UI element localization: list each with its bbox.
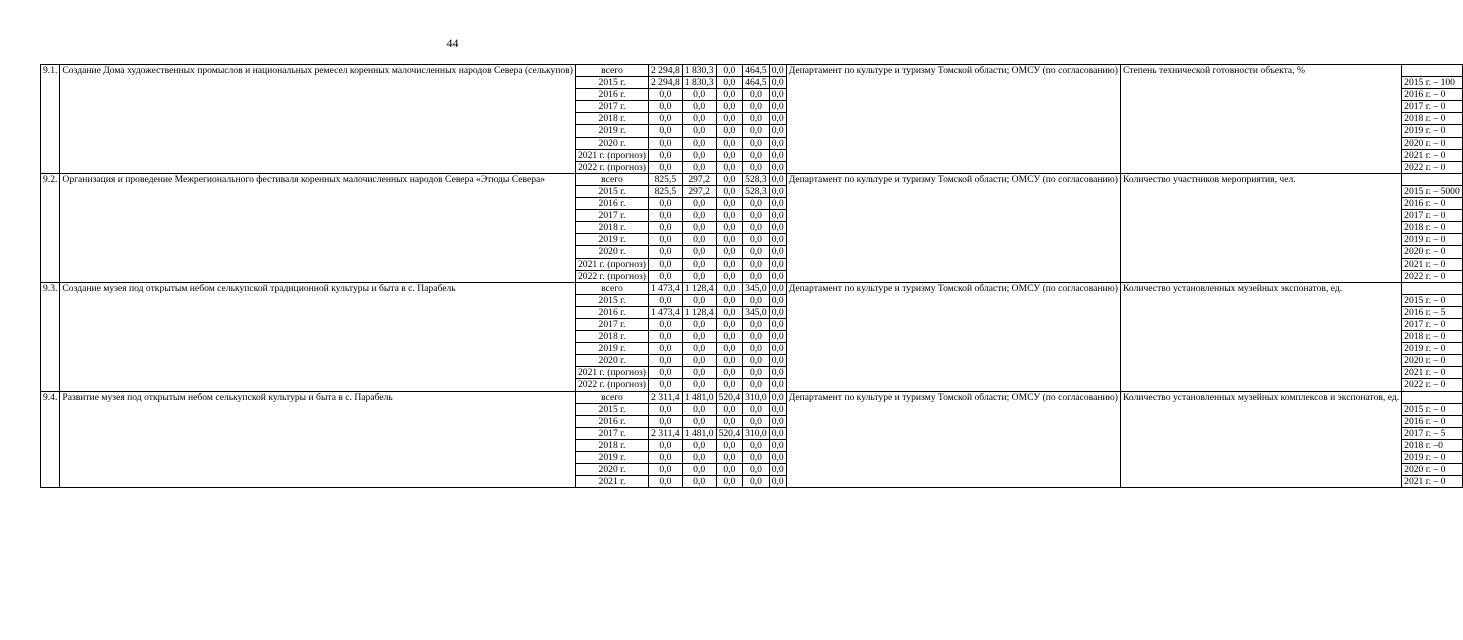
amount-cell: 0,0 [769, 246, 786, 258]
amount-cell: 0,0 [682, 343, 716, 355]
table-row [41, 282, 1463, 294]
amount-cell: 1 473,4 [648, 282, 682, 294]
amount-cell: 0,0 [682, 137, 716, 149]
amount-cell: 0,0 [648, 161, 682, 173]
amount-cell: 0,0 [716, 452, 743, 464]
table-row [41, 391, 1463, 403]
year-cell: всего [575, 173, 648, 185]
year-cell: 2017 г. [575, 427, 648, 439]
amount-cell: 0,0 [743, 331, 770, 343]
amount-cell: 0,0 [682, 331, 716, 343]
amount-cell: 2 294,8 [648, 77, 682, 89]
amount-cell: 0,0 [648, 403, 682, 415]
amount-cell: 0,0 [648, 234, 682, 246]
amount-cell: 0,0 [682, 355, 716, 367]
amount-cell: 0,0 [682, 149, 716, 161]
amount-cell: 0,0 [743, 318, 770, 330]
amount-cell: 0,0 [682, 318, 716, 330]
amount-cell: 0,0 [716, 355, 743, 367]
amount-cell: 0,0 [769, 258, 786, 270]
amount-cell: 0,0 [648, 222, 682, 234]
amount-cell: 0,0 [716, 101, 743, 113]
amount-cell: 0,0 [769, 294, 786, 306]
amount-cell: 0,0 [769, 464, 786, 476]
amount-cell: 0,0 [648, 343, 682, 355]
amount-cell: 0,0 [682, 379, 716, 391]
indicator-target: 2022 г. – 0 [1402, 270, 1463, 282]
amount-cell: 0,0 [769, 198, 786, 210]
amount-cell: 0,0 [743, 198, 770, 210]
indicator-target: 2020 г. – 0 [1402, 246, 1463, 258]
amount-cell: 0,0 [716, 198, 743, 210]
amount-cell: 0,0 [648, 101, 682, 113]
amount-cell: 0,0 [743, 403, 770, 415]
amount-cell: 0,0 [769, 427, 786, 439]
amount-cell: 0,0 [716, 464, 743, 476]
amount-cell: 0,0 [769, 391, 786, 403]
indicator-target [1402, 65, 1463, 77]
amount-cell: 0,0 [769, 113, 786, 125]
amount-cell: 0,0 [769, 89, 786, 101]
indicator-target: 2019 г. – 0 [1402, 343, 1463, 355]
activity-code: 9.3. [41, 282, 60, 391]
year-cell: 2018 г. [575, 439, 648, 451]
amount-cell: 0,0 [648, 367, 682, 379]
amount-cell: 0,0 [743, 464, 770, 476]
indicator-target: 2022 г. – 0 [1402, 379, 1463, 391]
year-cell: всего [575, 282, 648, 294]
amount-cell: 1 128,4 [682, 306, 716, 318]
indicator-target: 2018 г. –0 [1402, 439, 1463, 451]
year-cell: 2019 г. [575, 234, 648, 246]
year-cell: всего [575, 65, 648, 77]
amount-cell: 0,0 [769, 234, 786, 246]
amount-cell: 0,0 [648, 439, 682, 451]
year-cell: 2019 г. [575, 343, 648, 355]
indicator-name: Степень технической готовности объекта, % [1121, 65, 1402, 174]
year-cell: 2022 г. (прогноз) [575, 270, 648, 282]
amount-cell: 0,0 [682, 439, 716, 451]
amount-cell: 0,0 [769, 306, 786, 318]
indicator-target: 2021 г. – 0 [1402, 258, 1463, 270]
amount-cell: 0,0 [648, 258, 682, 270]
indicator-target: 2020 г. – 0 [1402, 464, 1463, 476]
year-cell: 2020 г. [575, 137, 648, 149]
amount-cell: 0,0 [743, 89, 770, 101]
activity-code: 9.4. [41, 391, 60, 488]
indicator-target: 2017 г. – 0 [1402, 318, 1463, 330]
amount-cell: 0,0 [716, 113, 743, 125]
activity-name: Организация и проведение Межрегионального фестиваля коренных малочисленных народов Севера «Этюды Севера» [60, 173, 576, 282]
activity-code: 9.1. [41, 65, 60, 174]
amount-cell: 0,0 [769, 476, 786, 488]
amount-cell: 0,0 [682, 161, 716, 173]
amount-cell: 0,0 [682, 452, 716, 464]
amount-cell: 0,0 [743, 476, 770, 488]
year-cell: 2016 г. [575, 306, 648, 318]
amount-cell: 528,3 [743, 185, 770, 197]
amount-cell: 0,0 [682, 294, 716, 306]
amount-cell: 0,0 [648, 137, 682, 149]
year-cell: 2016 г. [575, 415, 648, 427]
year-cell: 2015 г. [575, 185, 648, 197]
amount-cell: 0,0 [648, 198, 682, 210]
amount-cell: 0,0 [682, 101, 716, 113]
amount-cell: 0,0 [716, 149, 743, 161]
indicator-target [1402, 282, 1463, 294]
amount-cell: 0,0 [769, 355, 786, 367]
indicator-target: 2015 г. – 100 [1402, 77, 1463, 89]
amount-cell: 0,0 [682, 464, 716, 476]
amount-cell: 0,0 [716, 173, 743, 185]
amount-cell: 0,0 [769, 161, 786, 173]
table-body [41, 65, 1463, 488]
amount-cell: 464,5 [743, 65, 770, 77]
amount-cell: 297,2 [682, 173, 716, 185]
amount-cell: 825,5 [648, 185, 682, 197]
year-cell: всего [575, 391, 648, 403]
amount-cell: 0,0 [769, 343, 786, 355]
year-cell: 2018 г. [575, 331, 648, 343]
year-cell: 2015 г. [575, 77, 648, 89]
amount-cell: 0,0 [716, 379, 743, 391]
amount-cell: 0,0 [716, 246, 743, 258]
amount-cell: 0,0 [769, 77, 786, 89]
amount-cell: 0,0 [743, 379, 770, 391]
indicator-target: 2015 г. – 0 [1402, 403, 1463, 415]
amount-cell: 0,0 [743, 113, 770, 125]
amount-cell: 0,0 [716, 331, 743, 343]
amount-cell: 0,0 [743, 258, 770, 270]
amount-cell: 310,0 [743, 391, 770, 403]
year-cell: 2016 г. [575, 89, 648, 101]
amount-cell: 0,0 [716, 294, 743, 306]
year-cell: 2020 г. [575, 246, 648, 258]
amount-cell: 0,0 [743, 125, 770, 137]
indicator-target: 2016 г. – 0 [1402, 198, 1463, 210]
amount-cell: 0,0 [769, 331, 786, 343]
amount-cell: 0,0 [743, 270, 770, 282]
indicator-target: 2015 г. – 0 [1402, 294, 1463, 306]
amount-cell: 0,0 [682, 403, 716, 415]
responsible-department: Департамент по культуре и туризму Томской области; ОМСУ (по согласованию) [786, 282, 1120, 391]
amount-cell: 0,0 [648, 379, 682, 391]
year-cell: 2017 г. [575, 318, 648, 330]
year-cell: 2022 г. (прогноз) [575, 379, 648, 391]
amount-cell: 310,0 [743, 427, 770, 439]
year-cell: 2017 г. [575, 101, 648, 113]
amount-cell: 0,0 [716, 476, 743, 488]
amount-cell: 0,0 [769, 415, 786, 427]
amount-cell: 0,0 [743, 415, 770, 427]
indicator-target [1402, 391, 1463, 403]
amount-cell: 0,0 [743, 367, 770, 379]
responsible-department: Департамент по культуре и туризму Томской области; ОМСУ (по согласованию) [786, 65, 1120, 174]
indicator-target: 2018 г. – 0 [1402, 222, 1463, 234]
indicator-target: 2019 г. – 0 [1402, 125, 1463, 137]
amount-cell: 345,0 [743, 306, 770, 318]
year-cell: 2021 г. (прогноз) [575, 258, 648, 270]
amount-cell: 0,0 [648, 415, 682, 427]
indicator-target: 2016 г. – 5 [1402, 306, 1463, 318]
amount-cell: 0,0 [743, 137, 770, 149]
amount-cell: 0,0 [648, 113, 682, 125]
amount-cell: 0,0 [716, 161, 743, 173]
amount-cell: 345,0 [743, 282, 770, 294]
amount-cell: 0,0 [769, 185, 786, 197]
amount-cell: 1 481,0 [682, 427, 716, 439]
amount-cell: 0,0 [769, 222, 786, 234]
indicator-target: 2020 г. – 0 [1402, 355, 1463, 367]
activity-name: Развитие музея под открытым небом селькупской культуры и быта в с. Парабель [60, 391, 576, 488]
indicator-target: 2021 г. – 0 [1402, 476, 1463, 488]
indicator-target [1402, 173, 1463, 185]
year-cell: 2020 г. [575, 355, 648, 367]
amount-cell: 0,0 [769, 439, 786, 451]
activity-code: 9.2. [41, 173, 60, 282]
amount-cell: 0,0 [682, 210, 716, 222]
program-activities-table [40, 64, 1463, 488]
amount-cell: 0,0 [769, 403, 786, 415]
amount-cell: 0,0 [743, 210, 770, 222]
amount-cell: 0,0 [769, 452, 786, 464]
year-cell: 2015 г. [575, 294, 648, 306]
amount-cell: 0,0 [743, 294, 770, 306]
amount-cell: 0,0 [769, 282, 786, 294]
indicator-target: 2016 г. – 0 [1402, 415, 1463, 427]
indicator-name: Количество установленных музейных комплексов и экспонатов, ед. [1121, 391, 1402, 488]
amount-cell: 2 294,8 [648, 65, 682, 77]
year-cell: 2019 г. [575, 452, 648, 464]
amount-cell: 0,0 [648, 270, 682, 282]
amount-cell: 1 830,3 [682, 65, 716, 77]
year-cell: 2020 г. [575, 464, 648, 476]
amount-cell: 0,0 [716, 415, 743, 427]
amount-cell: 528,3 [743, 173, 770, 185]
amount-cell: 0,0 [716, 367, 743, 379]
amount-cell: 0,0 [769, 173, 786, 185]
amount-cell: 0,0 [648, 149, 682, 161]
amount-cell: 0,0 [769, 149, 786, 161]
amount-cell: 0,0 [743, 149, 770, 161]
amount-cell: 0,0 [716, 65, 743, 77]
amount-cell: 0,0 [716, 234, 743, 246]
indicator-target: 2018 г. – 0 [1402, 331, 1463, 343]
responsible-department: Департамент по культуре и туризму Томской области; ОМСУ (по согласованию) [786, 391, 1120, 488]
amount-cell: 0,0 [743, 222, 770, 234]
amount-cell: 2 311,4 [648, 427, 682, 439]
amount-cell: 1 473,4 [648, 306, 682, 318]
amount-cell: 0,0 [682, 234, 716, 246]
amount-cell: 520,4 [716, 391, 743, 403]
amount-cell: 0,0 [769, 125, 786, 137]
year-cell: 2021 г. (прогноз) [575, 149, 648, 161]
amount-cell: 0,0 [682, 367, 716, 379]
amount-cell: 0,0 [682, 125, 716, 137]
amount-cell: 0,0 [648, 452, 682, 464]
amount-cell: 0,0 [716, 137, 743, 149]
indicator-target: 2017 г. – 0 [1402, 210, 1463, 222]
activity-name: Создание музея под открытым небом селькупской традиционной культуры и быта в с. Парабель [60, 282, 576, 391]
amount-cell: 0,0 [682, 113, 716, 125]
indicator-target: 2021 г. – 0 [1402, 149, 1463, 161]
amount-cell: 0,0 [716, 77, 743, 89]
amount-cell: 0,0 [716, 270, 743, 282]
year-cell: 2022 г. (прогноз) [575, 161, 648, 173]
amount-cell: 0,0 [682, 270, 716, 282]
amount-cell: 0,0 [743, 343, 770, 355]
year-cell: 2018 г. [575, 113, 648, 125]
amount-cell: 0,0 [743, 439, 770, 451]
amount-cell: 2 311,4 [648, 391, 682, 403]
amount-cell: 0,0 [648, 294, 682, 306]
year-cell: 2016 г. [575, 198, 648, 210]
amount-cell: 0,0 [648, 464, 682, 476]
amount-cell: 0,0 [648, 89, 682, 101]
amount-cell: 1 830,3 [682, 77, 716, 89]
amount-cell: 0,0 [769, 318, 786, 330]
amount-cell: 0,0 [743, 161, 770, 173]
amount-cell: 520,4 [716, 427, 743, 439]
amount-cell: 464,5 [743, 77, 770, 89]
amount-cell: 0,0 [682, 222, 716, 234]
indicator-target: 2022 г. – 0 [1402, 161, 1463, 173]
activity-name: Создание Дома художественных промыслов и национальных ремесел коренных малочисленных народов Севера (селькупов) [60, 65, 576, 174]
amount-cell: 0,0 [648, 355, 682, 367]
year-cell: 2015 г. [575, 403, 648, 415]
amount-cell: 0,0 [682, 476, 716, 488]
amount-cell: 0,0 [716, 89, 743, 101]
amount-cell: 0,0 [769, 270, 786, 282]
indicator-target: 2018 г. – 0 [1402, 113, 1463, 125]
amount-cell: 0,0 [648, 210, 682, 222]
amount-cell: 0,0 [716, 210, 743, 222]
amount-cell: 0,0 [743, 234, 770, 246]
amount-cell: 0,0 [716, 282, 743, 294]
indicator-name: Количество установленных музейных экспонатов, ед. [1121, 282, 1402, 391]
amount-cell: 0,0 [648, 476, 682, 488]
indicator-target: 2017 г. – 5 [1402, 427, 1463, 439]
amount-cell: 0,0 [682, 246, 716, 258]
amount-cell: 297,2 [682, 185, 716, 197]
amount-cell: 0,0 [743, 452, 770, 464]
indicator-target: 2019 г. – 0 [1402, 452, 1463, 464]
amount-cell: 0,0 [716, 125, 743, 137]
amount-cell: 0,0 [682, 198, 716, 210]
amount-cell: 0,0 [716, 439, 743, 451]
amount-cell: 0,0 [682, 89, 716, 101]
year-cell: 2017 г. [575, 210, 648, 222]
amount-cell: 0,0 [769, 367, 786, 379]
responsible-department: Департамент по культуре и туризму Томской области; ОМСУ (по согласованию) [786, 173, 1120, 282]
amount-cell: 0,0 [716, 343, 743, 355]
year-cell: 2019 г. [575, 125, 648, 137]
amount-cell: 1 128,4 [682, 282, 716, 294]
table-row [41, 173, 1463, 185]
table-row [41, 65, 1463, 77]
amount-cell: 0,0 [682, 258, 716, 270]
amount-cell: 1 481,0 [682, 391, 716, 403]
amount-cell: 0,0 [648, 125, 682, 137]
year-cell: 2018 г. [575, 222, 648, 234]
indicator-target: 2016 г. – 0 [1402, 89, 1463, 101]
year-cell: 2021 г. [575, 476, 648, 488]
amount-cell: 0,0 [682, 415, 716, 427]
indicator-target: 2017 г. – 0 [1402, 101, 1463, 113]
amount-cell: 0,0 [743, 246, 770, 258]
amount-cell: 0,0 [716, 318, 743, 330]
amount-cell: 0,0 [716, 403, 743, 415]
amount-cell: 0,0 [769, 210, 786, 222]
indicator-target: 2021 г. – 0 [1402, 367, 1463, 379]
amount-cell: 0,0 [716, 185, 743, 197]
indicator-name: Количество участников мероприятия, чел. [1121, 173, 1402, 282]
page-number: 44 [446, 36, 459, 50]
amount-cell: 0,0 [716, 306, 743, 318]
amount-cell: 0,0 [743, 101, 770, 113]
amount-cell: 0,0 [648, 246, 682, 258]
indicator-target: 2020 г. – 0 [1402, 137, 1463, 149]
amount-cell: 0,0 [769, 65, 786, 77]
amount-cell: 0,0 [716, 222, 743, 234]
indicator-target: 2019 г. – 0 [1402, 234, 1463, 246]
amount-cell: 0,0 [743, 355, 770, 367]
amount-cell: 825,5 [648, 173, 682, 185]
year-cell: 2021 г. (прогноз) [575, 367, 648, 379]
amount-cell: 0,0 [648, 318, 682, 330]
amount-cell: 0,0 [716, 258, 743, 270]
amount-cell: 0,0 [769, 137, 786, 149]
indicator-target: 2015 г. – 5000 [1402, 185, 1463, 197]
amount-cell: 0,0 [648, 331, 682, 343]
amount-cell: 0,0 [769, 101, 786, 113]
amount-cell: 0,0 [769, 379, 786, 391]
